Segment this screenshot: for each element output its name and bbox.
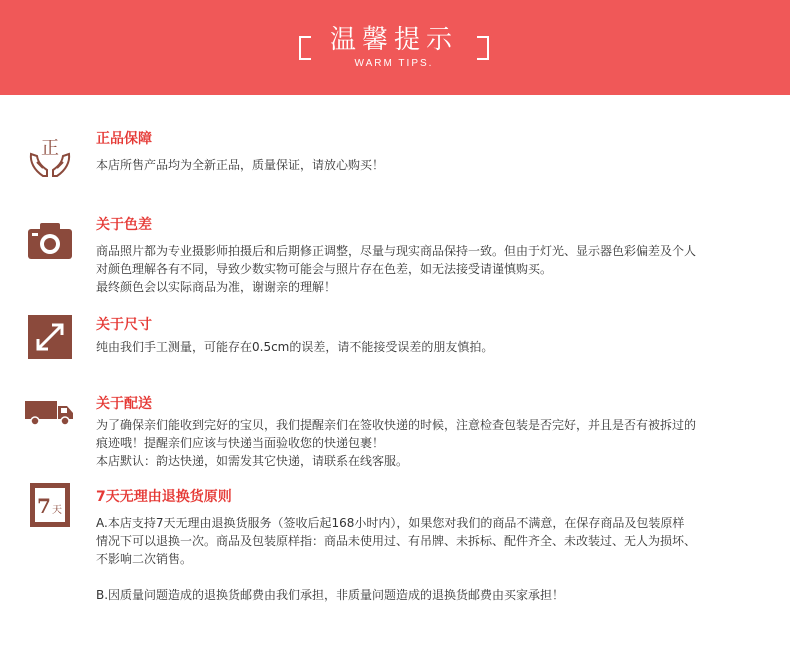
header-title: 温馨提示 (329, 25, 458, 55)
text-line: 痕迹哦！提醒亲们应该与快递当面验收您的快递包裹！ (96, 436, 385, 450)
seven-day-calendar-icon (25, 480, 75, 530)
camera-icon (25, 216, 75, 266)
text-line: B.因质量问题造成的退换货邮费由我们承担，非质量问题造成的退换货邮费由买家承担！ (96, 588, 565, 602)
frame-bracket-right (477, 36, 489, 60)
text-line: 为了确保亲们能收到完好的宝贝，我们提醒亲们在签收快递的时候，注意检查包装是否完好，并且是否有被拆过的 (96, 418, 697, 432)
text-line: 情况下可以退换一次。商品及包装原样指：商品未使用过、有吊牌、未拆标、配件齐全、未改装过、无人为损坏、 (96, 534, 697, 548)
svg-text:7: 7 (37, 494, 51, 518)
section-title: 关于尺寸 (96, 317, 152, 333)
ruler-arrow-icon (25, 312, 75, 362)
section-text (96, 338, 786, 356)
svg-text:正: 正 (41, 138, 59, 159)
text-line: A.本店支持7天无理由退换货服务（签收后起168小时内），如果您对我们的商品不满意，在保存商品及包装原样 (96, 516, 685, 530)
section-title: 7天无理由退换货原则 (96, 489, 232, 505)
section-title: 正品保障 (96, 131, 152, 147)
text-line: 最终颜色会以实际商品为准，谢谢亲的理解！ (96, 280, 337, 294)
truck-icon (25, 387, 75, 437)
text-line: 纯由我们手工测量，可能存在0.5cm的误差，请不能接受误差的朋友慎拍。 (96, 340, 494, 354)
section-text (96, 416, 786, 470)
text-line: 本店默认：韵达快递，如需发其它快递，请联系在线客服。 (96, 454, 409, 468)
text-line: 本店所售产品均为全新正品，质量保证，请放心购买！ (96, 158, 385, 172)
header-banner (0, 0, 790, 95)
svg-text:天: 天 (52, 505, 62, 516)
text-line: 商品照片都为专业摄影师拍摄后和后期修正调整，尽量与现实商品保持一致。但由于灯光、显示器色彩偏差及个人 (96, 244, 697, 258)
frame-bracket-left (299, 36, 311, 60)
genuine-hands-icon (25, 132, 75, 182)
section-title: 关于配送 (96, 396, 152, 412)
text-line: 对颜色理解各有不同，导致少数实物可能会与照片存在色差，如无法接受请谨慎购买。 (96, 262, 553, 276)
section-text (96, 156, 786, 174)
section-title: 关于色差 (96, 217, 152, 233)
header-subtitle: WARM TIPS. (354, 58, 434, 69)
section-text (96, 242, 786, 296)
text-line: 不影响二次销售。 (96, 552, 193, 566)
section-text (96, 514, 786, 604)
header-frame (299, 22, 489, 72)
